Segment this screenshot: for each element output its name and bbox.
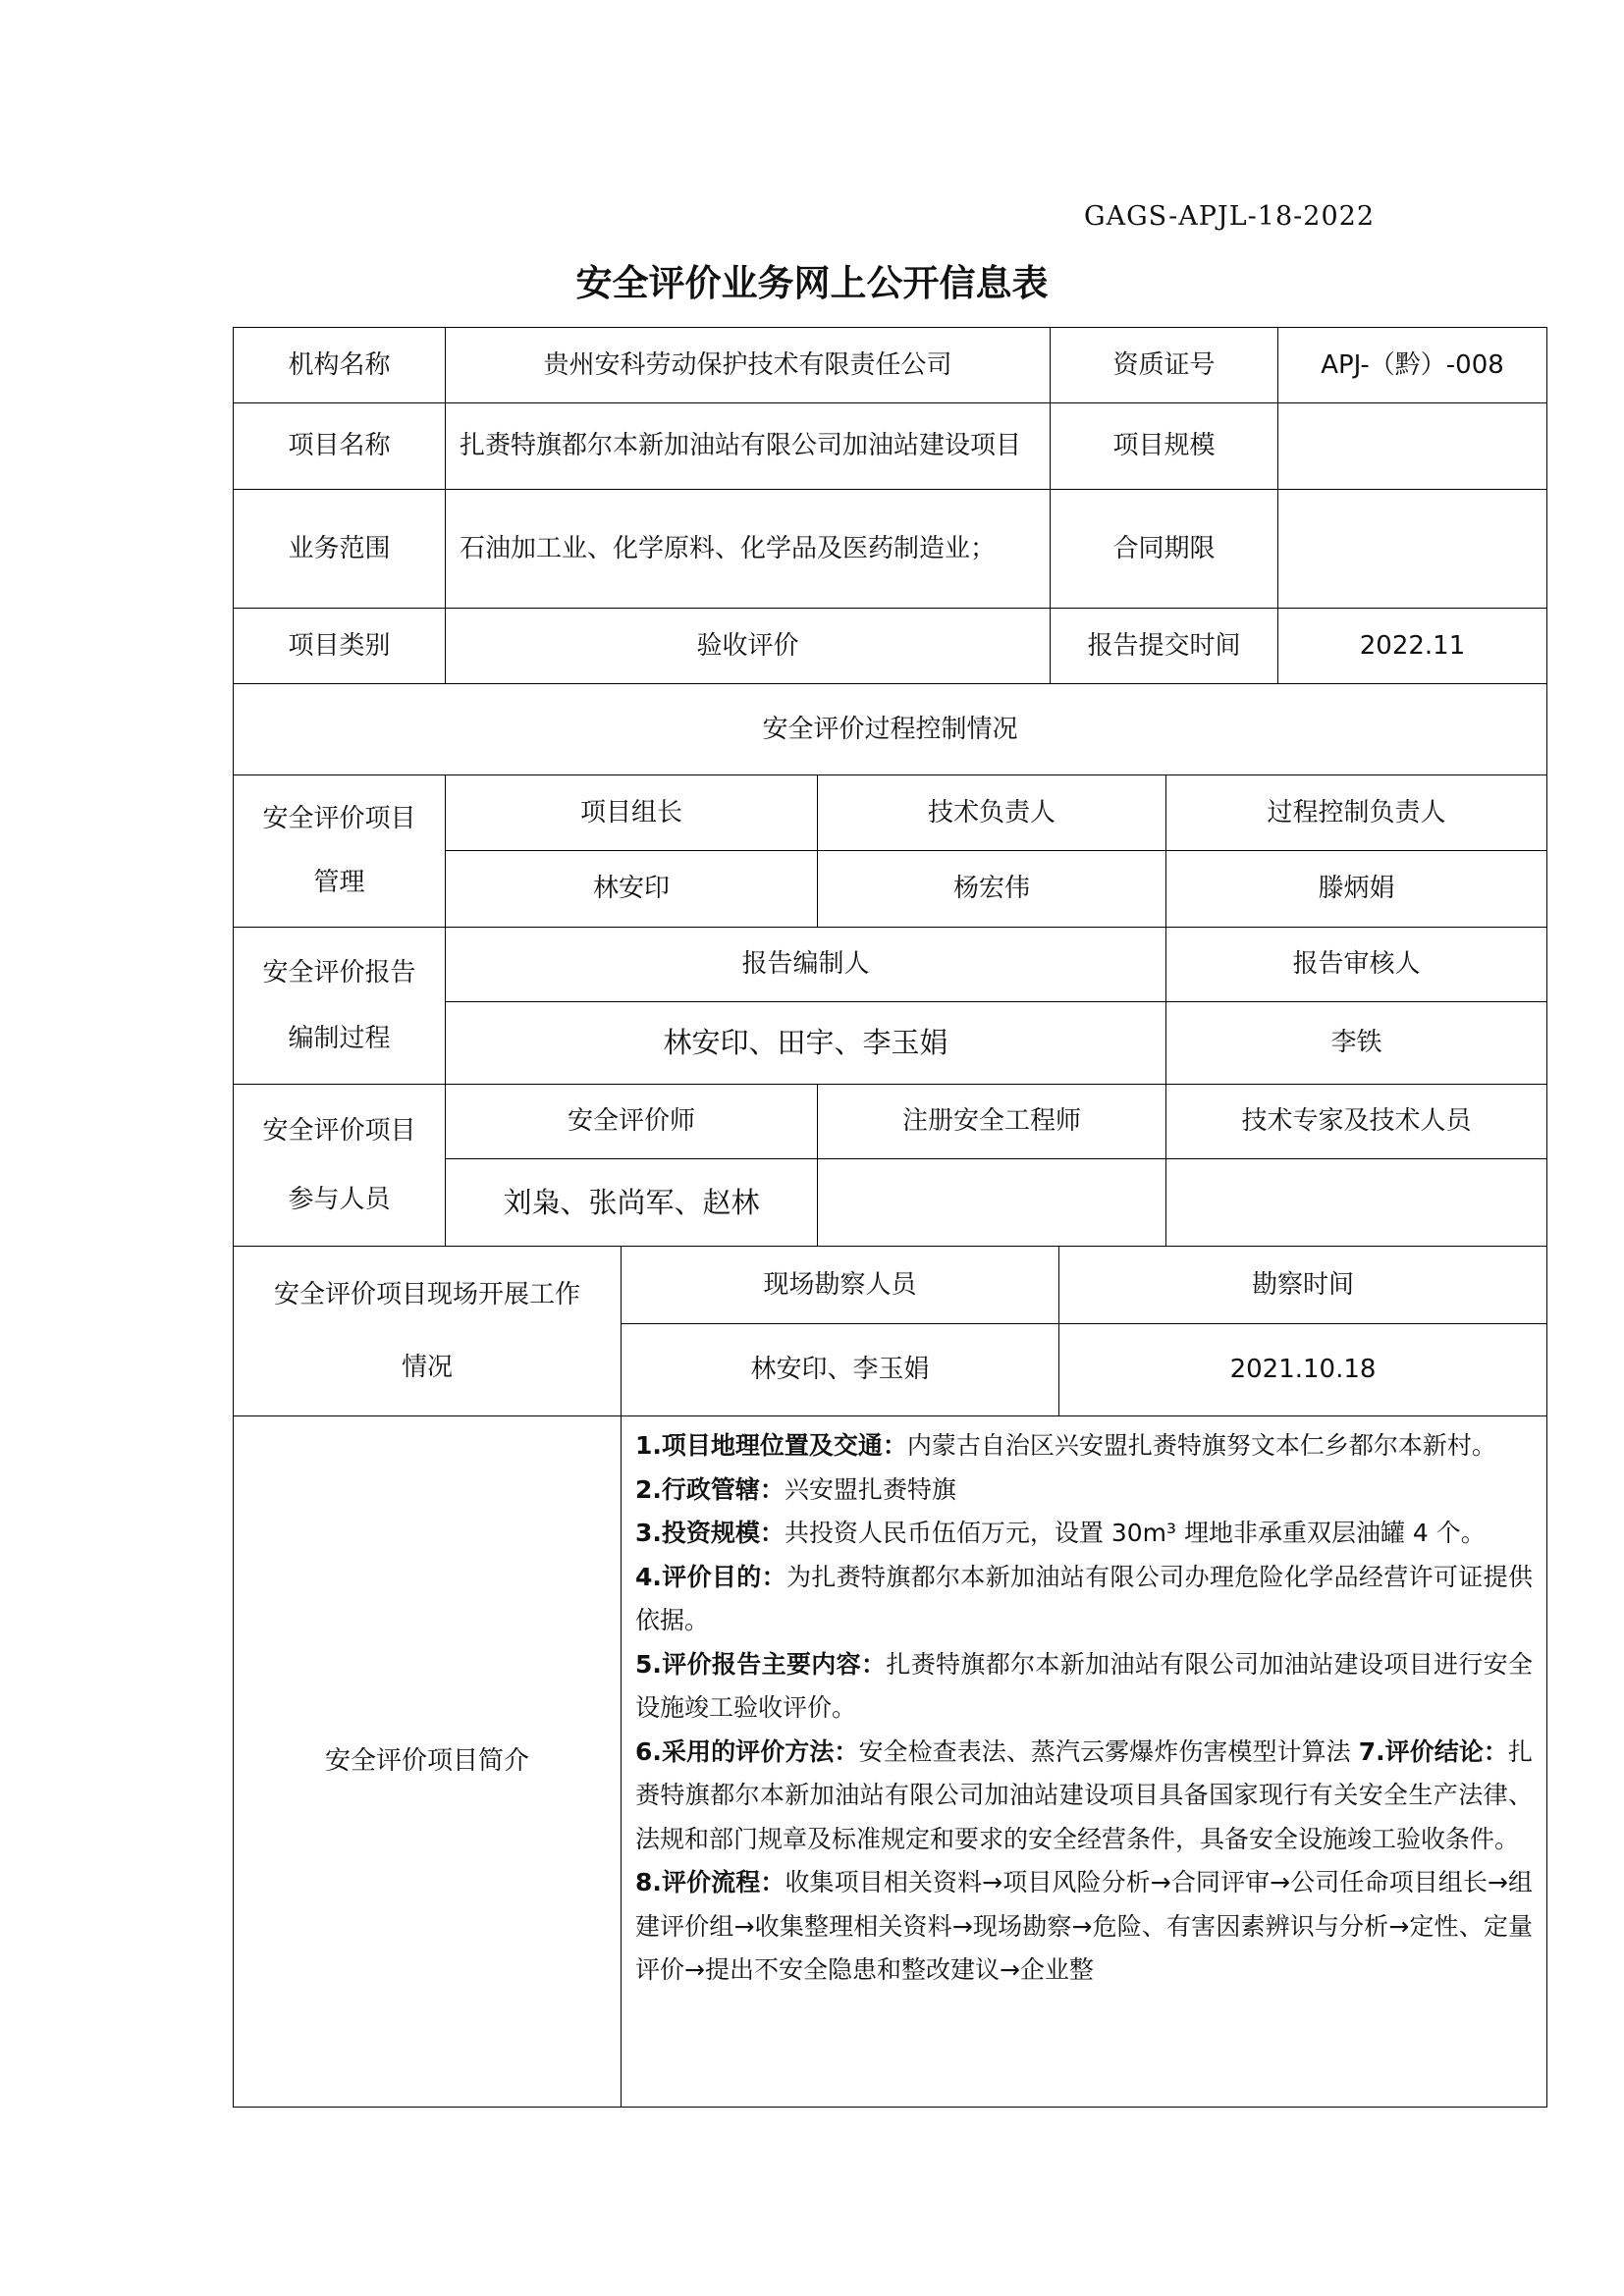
category-value: 验收评价 [445, 608, 1051, 684]
management-label-line2: 管理 [313, 868, 365, 898]
management-value-control: 滕炳娟 [1165, 850, 1547, 928]
participants-label-line2: 参与人员 [288, 1184, 391, 1214]
report-header-author: 报告编制人 [445, 927, 1166, 1002]
submit-value: 2022.11 [1277, 608, 1547, 684]
management-header-leader: 项目组长 [445, 774, 818, 851]
participants-label-line1: 安全评价项目 [262, 1115, 416, 1146]
intro-item-5-key: 5.评价报告主要内容： [635, 1649, 887, 1679]
scale-value [1277, 402, 1547, 490]
site-label [233, 1246, 622, 1416]
cert-value: APJ-（黔）-008 [1277, 327, 1547, 403]
document-number: GAGS-APJL-18-2022 [1084, 201, 1375, 232]
intro-item-2-key: 2.行政管辖： [635, 1474, 785, 1504]
report-header-reviewer: 报告审核人 [1165, 927, 1547, 1002]
participants-value-evaluator: 刘枭、张尚军、赵林 [445, 1158, 818, 1247]
management-value-leader: 林安印 [445, 850, 818, 928]
category-label: 项目类别 [233, 608, 446, 684]
participants-label [233, 1084, 446, 1247]
management-header-tech: 技术负责人 [817, 774, 1166, 851]
intro-item-4-value: 为扎赉特旗都尔本新加油站有限公司办理危险化学品经营许可证提供依据。 [635, 1562, 1533, 1634]
intro-item-8-value: 收集项目相关资料→项目风险分析→合同评审→公司任命项目组长→组建评价组→收集整理相关资料→现场勘察→危险、有害因素辨识与分析→定性、定量评价→提出不安全隐患和整改建议→企业整 [635, 1868, 1533, 1984]
management-label [233, 774, 446, 928]
org-value: 贵州安科劳动保护技术有限责任公司 [445, 327, 1051, 403]
site-value-people: 林安印、李玉娟 [621, 1323, 1059, 1416]
management-label-line1: 安全评价项目 [262, 804, 416, 834]
intro-item-4-key: 4.评价目的： [635, 1562, 786, 1591]
scale-label: 项目规模 [1050, 402, 1278, 490]
intro-item-1-value: 内蒙古自治区兴安盟扎赉特旗努文本仁乡都尔本新村。 [906, 1431, 1496, 1460]
site-label-line2: 情况 [401, 1352, 453, 1382]
report-label-line1: 安全评价报告 [262, 957, 416, 988]
participants-header-evaluator: 安全评价师 [445, 1084, 818, 1159]
cert-label: 资质证号 [1050, 327, 1278, 403]
report-label-line2: 编制过程 [288, 1024, 391, 1054]
report-value-reviewer: 李铁 [1165, 1001, 1547, 1085]
intro-label: 安全评价项目简介 [233, 1415, 622, 2108]
intro-item-8-key: 8.评价流程： [635, 1868, 785, 1896]
org-label: 机构名称 [233, 327, 446, 403]
submit-label: 报告提交时间 [1050, 608, 1278, 684]
participants-value-engineer [817, 1158, 1166, 1247]
scope-value: 石油加工业、化学原料、化学品及医药制造业； [445, 489, 1051, 609]
participants-header-expert: 技术专家及技术人员 [1165, 1084, 1547, 1159]
intro-item-3-value: 共投资人民币伍佰万元，设置 30m³ 埋地非承重双层油罐 4 个。 [784, 1519, 1486, 1547]
project-value: 扎赉特旗都尔本新加油站有限公司加油站建设项目 [445, 402, 1051, 490]
intro-content [621, 1415, 1547, 2108]
intro-item-3-key: 3.投资规模： [635, 1519, 785, 1547]
site-header-people: 现场勘察人员 [621, 1246, 1059, 1324]
report-value-author: 林安印、田宇、李玉娟 [445, 1001, 1166, 1085]
intro-item-6-value: 安全检查表法、蒸汽云雾爆炸伤害模型计算法 [858, 1736, 1359, 1766]
intro-item-6-key: 6.采用的评价方法： [635, 1736, 859, 1766]
intro-item-2-value: 兴安盟扎赉特旗 [784, 1474, 956, 1504]
report-label [233, 927, 446, 1085]
contract-label: 合同期限 [1050, 489, 1278, 609]
intro-item-7-value: 扎赉特旗都尔本新加油站有限公司加油站建设项目具备国家现行有关安全生产法律、法规和部门规章及标准规定和要求的安全经营条件，具备安全设施竣工验收条件。 [635, 1736, 1533, 1853]
site-header-time: 勘察时间 [1058, 1246, 1547, 1324]
participants-header-engineer: 注册安全工程师 [817, 1084, 1166, 1159]
intro-item-5-value: 扎赉特旗都尔本新加油站有限公司加油站建设项目进行安全设施竣工验收评价。 [635, 1649, 1533, 1722]
site-label-line1: 安全评价项目现场开展工作 [273, 1279, 580, 1309]
page-title: 安全评价业务网上公开信息表 [575, 262, 1049, 304]
project-label: 项目名称 [233, 402, 446, 490]
contract-value [1277, 489, 1547, 609]
intro-item-1-key: 1.项目地理位置及交通： [635, 1431, 907, 1460]
intro-item-7-key: 7.评价结论： [1358, 1736, 1508, 1766]
site-value-time: 2021.10.18 [1058, 1323, 1547, 1416]
process-title: 安全评价过程控制情况 [233, 683, 1547, 775]
participants-value-expert [1165, 1158, 1547, 1247]
management-value-tech: 杨宏伟 [817, 850, 1166, 928]
management-header-control: 过程控制负责人 [1165, 774, 1547, 851]
scope-label: 业务范围 [233, 489, 446, 609]
